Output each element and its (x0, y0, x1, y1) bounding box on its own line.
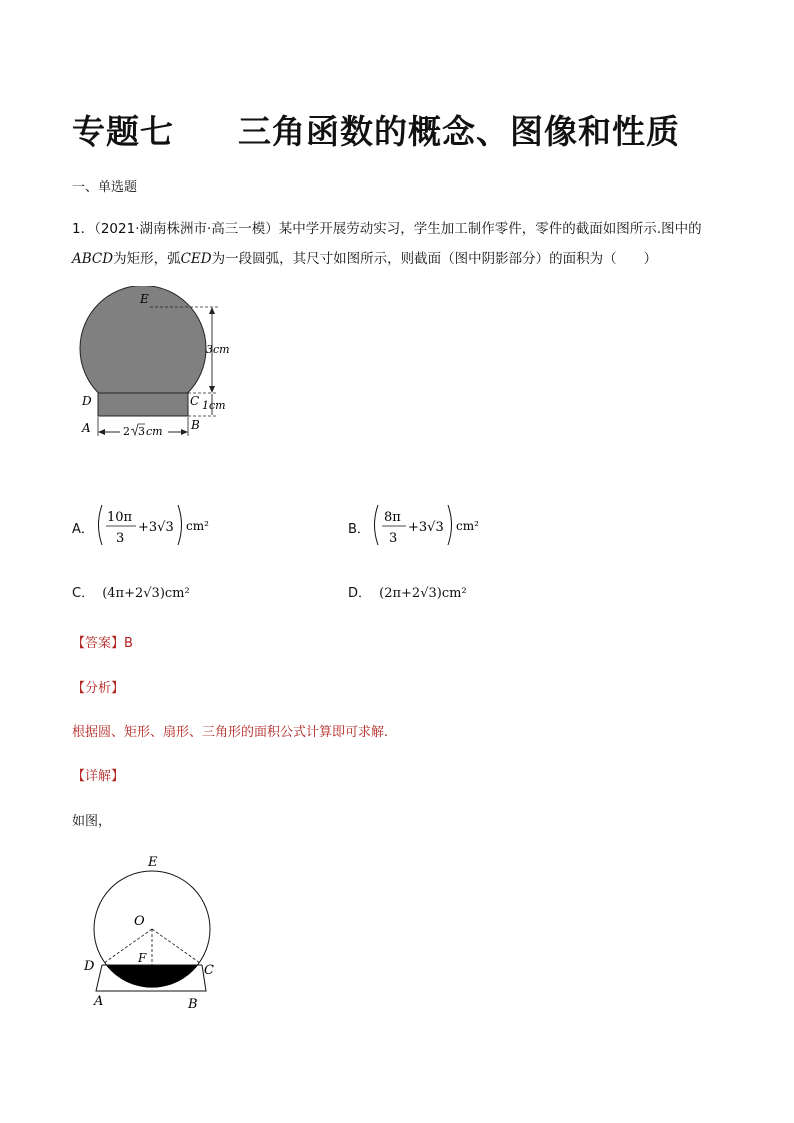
radius-OC (152, 929, 200, 963)
label-width-unit: cm (146, 425, 163, 438)
label-E-2: E (148, 855, 158, 870)
analysis-label: 【分析】 (72, 681, 125, 696)
label-C-2: C (204, 963, 214, 978)
answer-label: 【答案】 (72, 636, 125, 651)
title-main: 三角函数的概念、图像和性质 (238, 112, 680, 151)
label-A-2: A (94, 994, 104, 1009)
option-c-letter: C． (72, 586, 95, 601)
label-D: D (82, 394, 92, 408)
option-b-letter: B． (348, 522, 370, 537)
question-source: （2021·湖南株洲市·高三一模） (94, 221, 279, 237)
option-a-denominator: 3 (116, 531, 125, 546)
question-text-part2: 为矩形，弧 (113, 251, 181, 267)
option-d-expression: (2π+2√3)cm² (379, 586, 467, 601)
figure-part-cross-section (70, 286, 250, 446)
question-text-part3: 为一段圆弧，其尺寸如图所示，则截面（图中阴影部分）的面积为（ ） (211, 251, 658, 267)
label-rect-1cm: 1cm (202, 399, 226, 412)
title-topic: 专题七 (72, 112, 174, 151)
detail-text: 如图， (72, 814, 112, 829)
label-height-3cm: 3cm (206, 343, 230, 356)
option-c-expression: (4π+2√3)cm² (102, 586, 190, 601)
option-a-letter: A． (72, 522, 94, 537)
shaded-rectangle (98, 393, 188, 416)
label-E: E (140, 292, 149, 306)
option-b-rest: +3√3 (408, 520, 444, 535)
section-heading: 一、单选题 (72, 180, 138, 195)
detail-label: 【详解】 (72, 769, 125, 784)
answer-value: B (124, 636, 133, 651)
option-d[interactable] (348, 582, 467, 601)
question-text (72, 214, 732, 274)
var-abcd: ABCD (72, 251, 114, 267)
label-O: O (134, 914, 145, 929)
page-title (72, 106, 680, 153)
label-width (120, 423, 168, 438)
option-b-formula (370, 502, 530, 548)
label-D-2: D (84, 959, 95, 974)
option-a-unit: cm² (186, 519, 209, 533)
label-B-2: B (188, 997, 198, 1012)
option-b-denominator: 3 (389, 531, 398, 546)
option-b-numerator: 8π (384, 510, 401, 525)
question-text-part1: 某中学开展劳动实习，学生加工制作零件，零件的截面如图所示.图中的 (278, 221, 702, 237)
label-B: B (191, 418, 200, 432)
figure-solution-diagram (80, 848, 230, 1018)
option-c[interactable] (72, 582, 190, 601)
option-b-unit: cm² (456, 519, 479, 533)
label-width-root: 3 (138, 425, 145, 438)
option-a-numerator: 10π (107, 510, 133, 525)
question-number: 1． (72, 221, 95, 237)
label-C: C (190, 394, 200, 408)
option-a-rest: +3√3 (138, 520, 174, 535)
option-d-letter: D． (348, 586, 372, 601)
option-a-formula (94, 502, 254, 548)
black-segment (106, 965, 198, 988)
label-F: F (138, 951, 147, 965)
label-A: A (82, 421, 91, 435)
label-width-prefix: 2 (123, 425, 130, 438)
var-ced: CED (180, 251, 212, 267)
answer-line (72, 632, 133, 651)
analysis-text: 根据圆、矩形、扇形、三角形的面积公式计算即可求解. (72, 725, 389, 740)
